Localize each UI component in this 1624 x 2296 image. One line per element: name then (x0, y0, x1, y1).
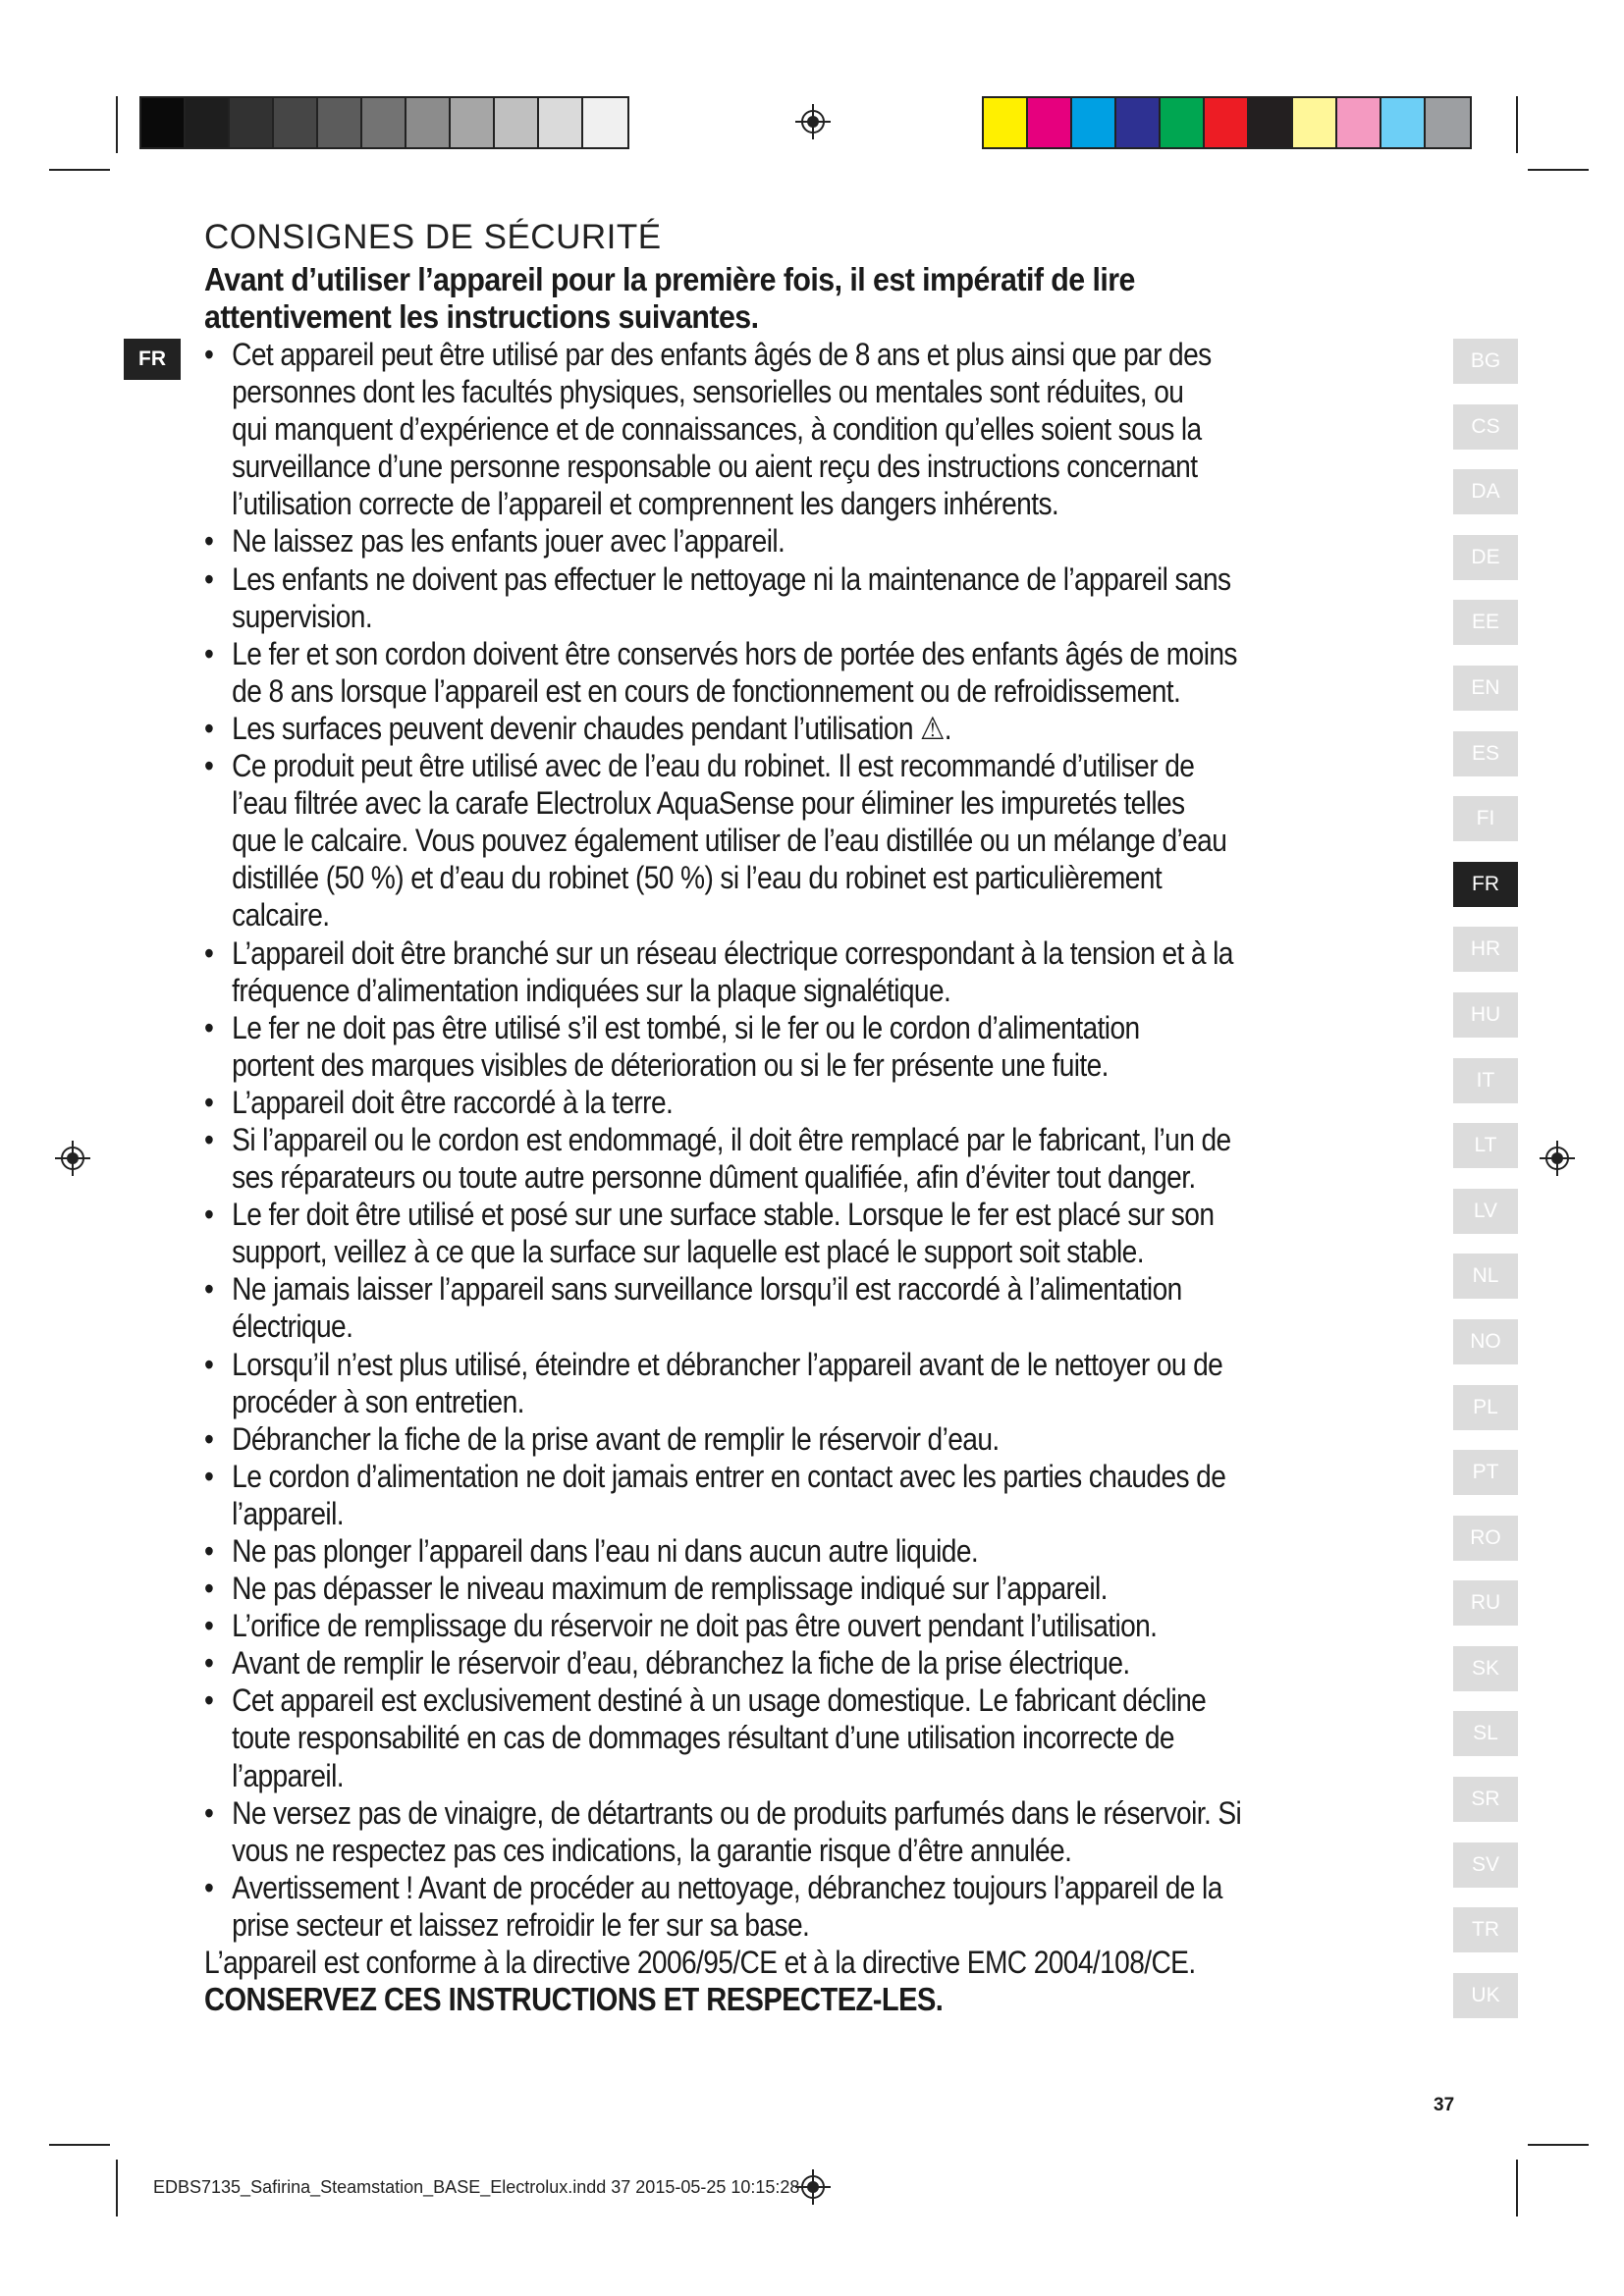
safety-item-line: l’utilisation correcte de l’appareil et comprennent les dangers inhérents. (232, 486, 1059, 522)
safety-item-line: L’appareil doit être raccordé à la terre. (232, 1084, 674, 1120)
color-swatch (1293, 98, 1337, 147)
color-swatch (1381, 98, 1426, 147)
language-tab-de: DE (1453, 535, 1518, 580)
bullet-icon: • (204, 561, 214, 597)
language-tab-uk: UK (1453, 1973, 1518, 2018)
bullet-icon: • (204, 1458, 214, 1494)
bullet-icon: • (204, 1009, 214, 1045)
bullet-icon: • (204, 1084, 214, 1120)
safety-item-line: fréquence d’alimentation indiquées sur la plaque signalétique. (232, 972, 951, 1008)
safety-item (204, 522, 1459, 560)
color-swatch (1028, 98, 1072, 147)
safety-item (204, 1270, 1459, 1345)
safety-item (204, 1196, 1459, 1270)
safety-item-line: Ce produit peut être utilisé avec de l’eau du robinet. Il est recommandé d’utiliser de (232, 748, 1195, 784)
safety-item (204, 1121, 1459, 1196)
safety-item (204, 336, 1459, 522)
safety-item-line: Ne pas plonger l’appareil dans l’eau ni dans aucun autre liquide. (232, 1533, 979, 1569)
language-tab-hu: HU (1453, 992, 1518, 1038)
language-tab-bg: BG (1453, 339, 1518, 384)
language-tab-cs: CS (1453, 404, 1518, 450)
color-swatch (984, 98, 1028, 147)
language-tab-lt: LT (1453, 1123, 1518, 1168)
safety-item-line: Le fer doit être utilisé et posé sur une surface stable. Lorsque le fer est placé sur son (232, 1197, 1215, 1233)
color-swatch (1161, 98, 1205, 147)
bullet-icon: • (204, 1608, 214, 1644)
safety-item-line: vous ne respectez pas ces indications, la garantie risque d’être annulée. (232, 1832, 1072, 1868)
safety-item (204, 1607, 1459, 1644)
language-tab-no: NO (1453, 1319, 1518, 1364)
color-swatch (495, 98, 539, 147)
safety-item-line: qui manquent d’expérience et de connaissances, à condition qu’elles soient sous la (232, 411, 1202, 448)
safety-item-line: L’appareil doit être branché sur un réseau électrique correspondant à la tension et à la (232, 934, 1233, 971)
bullet-icon: • (204, 748, 214, 784)
compliance-statement: L’appareil est conforme à la directive 2006/95/CE et à la directive EMC 2004/108/CE. (204, 1945, 1196, 1981)
safety-item-line: Avant de remplir le réservoir d’eau, débranchez la fiche de la prise électrique. (232, 1645, 1130, 1682)
color-swatch (406, 98, 451, 147)
safety-item-line: distillée (50 %) et d’eau du robinet (50 %) si l’eau du robinet est particulièrement (232, 860, 1163, 896)
safety-item (204, 1009, 1459, 1084)
safety-item (204, 1644, 1459, 1682)
language-side-tab: FR (124, 339, 181, 380)
color-swatch (1072, 98, 1116, 147)
bullet-icon: • (204, 1794, 214, 1831)
safety-item (204, 1084, 1459, 1121)
safety-item-line: supervision. (232, 598, 373, 634)
safety-item-line: Le cordon d’alimentation ne doit jamais entrer en contact avec les parties chaudes de (232, 1458, 1226, 1494)
safety-item (204, 1420, 1459, 1458)
safety-item-line: Le fer et son cordon doivent être conservés hors de portée des enfants âgés de moins (232, 635, 1237, 671)
bullet-icon: • (204, 635, 214, 671)
language-tab-sr: SR (1453, 1777, 1518, 1822)
registration-mark-icon (53, 1139, 92, 1178)
language-tab-en: EN (1453, 666, 1518, 711)
bullet-icon: • (204, 934, 214, 971)
bullet-icon: • (204, 523, 214, 560)
safety-item (204, 1794, 1459, 1869)
print-slug: EDBS7135_Safirina_Steamstation_BASE_Electrolux.indd 37 2015-05-25 10:15:28 (153, 2177, 800, 2197)
safety-item-line: ses réparateurs ou toute autre personne dûment qualifiée, afin d’éviter tout danger. (232, 1159, 1196, 1196)
crop-mark (49, 169, 110, 171)
safety-item-line: personnes dont les facultés physiques, sensorielles ou mentales sont réduites, ou (232, 374, 1184, 410)
language-tab-sv: SV (1453, 1842, 1518, 1888)
color-swatch (539, 98, 583, 147)
page-number: 37 (1434, 2095, 1455, 2115)
process-color-bar (982, 96, 1472, 149)
safety-item (204, 934, 1459, 1009)
safety-item (204, 710, 1459, 747)
safety-item (204, 1570, 1459, 1607)
bullet-icon: • (204, 1682, 214, 1719)
crop-mark (1528, 169, 1589, 171)
safety-item-line: que le calcaire. Vous pouvez également utiliser de l’eau distillée ou un mélange d’eau (232, 823, 1227, 859)
safety-item-line: l’appareil. (232, 1495, 344, 1531)
language-tab-fr: FR (1453, 862, 1518, 907)
safety-item-line: Débrancher la fiche de la prise avant de remplir le réservoir d’eau. (232, 1420, 1000, 1457)
language-tabs (1453, 339, 1518, 2038)
language-tab-ee: EE (1453, 600, 1518, 645)
language-tab-nl: NL (1453, 1254, 1518, 1299)
safety-item-line: procéder à son entretien. (232, 1383, 524, 1419)
color-swatch (186, 98, 230, 147)
intro-line: Avant d’utiliser l’appareil pour la première fois, il est impératif de lire (204, 261, 1135, 297)
safety-item (204, 561, 1459, 635)
section-title: CONSIGNES DE SÉCURITÉ (204, 218, 662, 256)
bullet-icon: • (204, 1121, 214, 1157)
gray-color-bar (139, 96, 629, 149)
safety-list (204, 336, 1436, 1944)
crop-mark (1516, 2160, 1518, 2216)
language-tab-pt: PT (1453, 1450, 1518, 1495)
safety-item-line: surveillance d’une personne responsable ou aient reçu des instructions concernant (232, 449, 1198, 485)
safety-item-line: électrique. (232, 1308, 353, 1345)
bullet-icon: • (204, 1346, 214, 1382)
safety-item-line: Ne jamais laisser l’appareil sans surveillance lorsqu’il est raccordé à l’alimentation (232, 1271, 1182, 1308)
safety-item-line: Ne pas dépasser le niveau maximum de remplissage indiqué sur l’appareil. (232, 1571, 1108, 1607)
safety-item-line: toute responsabilité en cas de dommages résultant d’une utilisation incorrecte de (232, 1720, 1174, 1756)
color-swatch (583, 98, 627, 147)
safety-item (204, 1346, 1459, 1420)
safety-item-line: Si l’appareil ou le cordon est endommagé, il doit être remplacé par le fabricant, l’un de (232, 1121, 1231, 1157)
registration-mark-icon (1538, 1139, 1577, 1178)
bullet-icon: • (204, 710, 214, 746)
safety-item (204, 1682, 1459, 1793)
crop-mark (116, 96, 118, 153)
color-swatch (141, 98, 186, 147)
crop-mark (1528, 2144, 1589, 2146)
safety-item-line: portent des marques visibles de déterioration ou si le fer présente une fuite. (232, 1046, 1109, 1083)
color-swatch (274, 98, 318, 147)
safety-item-line: L’orifice de remplissage du réservoir ne doit pas être ouvert pendant l’utilisation. (232, 1608, 1158, 1644)
bullet-icon: • (204, 1420, 214, 1457)
color-swatch (230, 98, 274, 147)
safety-item-line: Ne laissez pas les enfants jouer avec l’appareil. (232, 523, 785, 560)
bullet-icon: • (204, 1271, 214, 1308)
safety-item-line: Lorsqu’il n’est plus utilisé, éteindre et débrancher l’appareil avant de le nettoyer ou de (232, 1346, 1223, 1382)
language-tab-fi: FI (1453, 796, 1518, 841)
language-tab-sk: SK (1453, 1646, 1518, 1691)
safety-item-line: Ne versez pas de vinaigre, de détartrants ou de produits parfumés dans le réservoir. Si (232, 1794, 1242, 1831)
safety-item-line: l’appareil. (232, 1757, 344, 1793)
color-swatch (1116, 98, 1161, 147)
language-tab-sl: SL (1453, 1711, 1518, 1756)
bullet-icon: • (204, 1533, 214, 1569)
intro-line: attentivement les instructions suivantes. (204, 298, 759, 335)
color-swatch (318, 98, 362, 147)
safety-item-line: Cet appareil est exclusivement destiné à un usage domestique. Le fabricant décline (232, 1682, 1207, 1719)
bullet-icon: • (204, 1645, 214, 1682)
language-tab-es: ES (1453, 731, 1518, 776)
safety-item (204, 1869, 1459, 1944)
language-tab-tr: TR (1453, 1907, 1518, 1952)
language-tab-it: IT (1453, 1058, 1518, 1103)
color-swatch (1205, 98, 1249, 147)
bullet-icon: • (204, 1869, 214, 1905)
safety-item-line: support, veillez à ce que la surface sur laquelle est placé le support soit stable. (232, 1234, 1144, 1270)
safety-item-line: Les enfants ne doivent pas effectuer le nettoyage ni la maintenance de l’appareil sans (232, 561, 1231, 597)
language-tab-da: DA (1453, 469, 1518, 514)
safety-item-line: Le fer ne doit pas être utilisé s’il est tombé, si le fer ou le cordon d’alimentation (232, 1009, 1140, 1045)
registration-mark-icon (793, 102, 833, 141)
bullet-icon: • (204, 1571, 214, 1607)
safety-item-line: Les surfaces peuvent devenir chaudes pendant l’utilisation ⚠. (232, 710, 951, 746)
safety-item (204, 1532, 1459, 1570)
safety-item-line: Cet appareil peut être utilisé par des enfants âgés de 8 ans et plus ainsi que par des (232, 337, 1212, 372)
language-tab-ru: RU (1453, 1580, 1518, 1626)
language-tab-lv: LV (1453, 1189, 1518, 1234)
language-tab-pl: PL (1453, 1385, 1518, 1430)
language-tab-ro: RO (1453, 1516, 1518, 1561)
safety-item (204, 747, 1459, 934)
safety-item-line: calcaire. (232, 897, 330, 934)
safety-item (204, 1458, 1459, 1532)
safety-item-line: prise secteur et laissez refroidir le fer sur sa base. (232, 1906, 810, 1943)
bullet-icon: • (204, 337, 214, 372)
safety-item-line: de 8 ans lorsque l’appareil est en cours de fonctionnement ou de refroidissement. (232, 672, 1181, 709)
bullet-icon: • (204, 1197, 214, 1233)
color-swatch (1426, 98, 1470, 147)
color-swatch (362, 98, 406, 147)
color-swatch (451, 98, 495, 147)
intro-text (204, 261, 1436, 336)
safety-item-line: l’eau filtrée avec la carafe Electrolux AquaSense pour éliminer les impuretés telles (232, 785, 1185, 822)
color-swatch (1249, 98, 1293, 147)
crop-mark (49, 2144, 110, 2146)
safety-instructions (204, 218, 1436, 2018)
crop-mark (116, 2160, 118, 2216)
safety-item (204, 635, 1459, 710)
crop-mark (1516, 96, 1518, 153)
language-tab-hr: HR (1453, 927, 1518, 972)
closing-statement: CONSERVEZ CES INSTRUCTIONS ET RESPECTEZ-LES. (204, 1981, 944, 2018)
color-swatch (1337, 98, 1381, 147)
safety-item-line: Avertissement ! Avant de procéder au nettoyage, débranchez toujours l’appareil de la (232, 1869, 1222, 1905)
